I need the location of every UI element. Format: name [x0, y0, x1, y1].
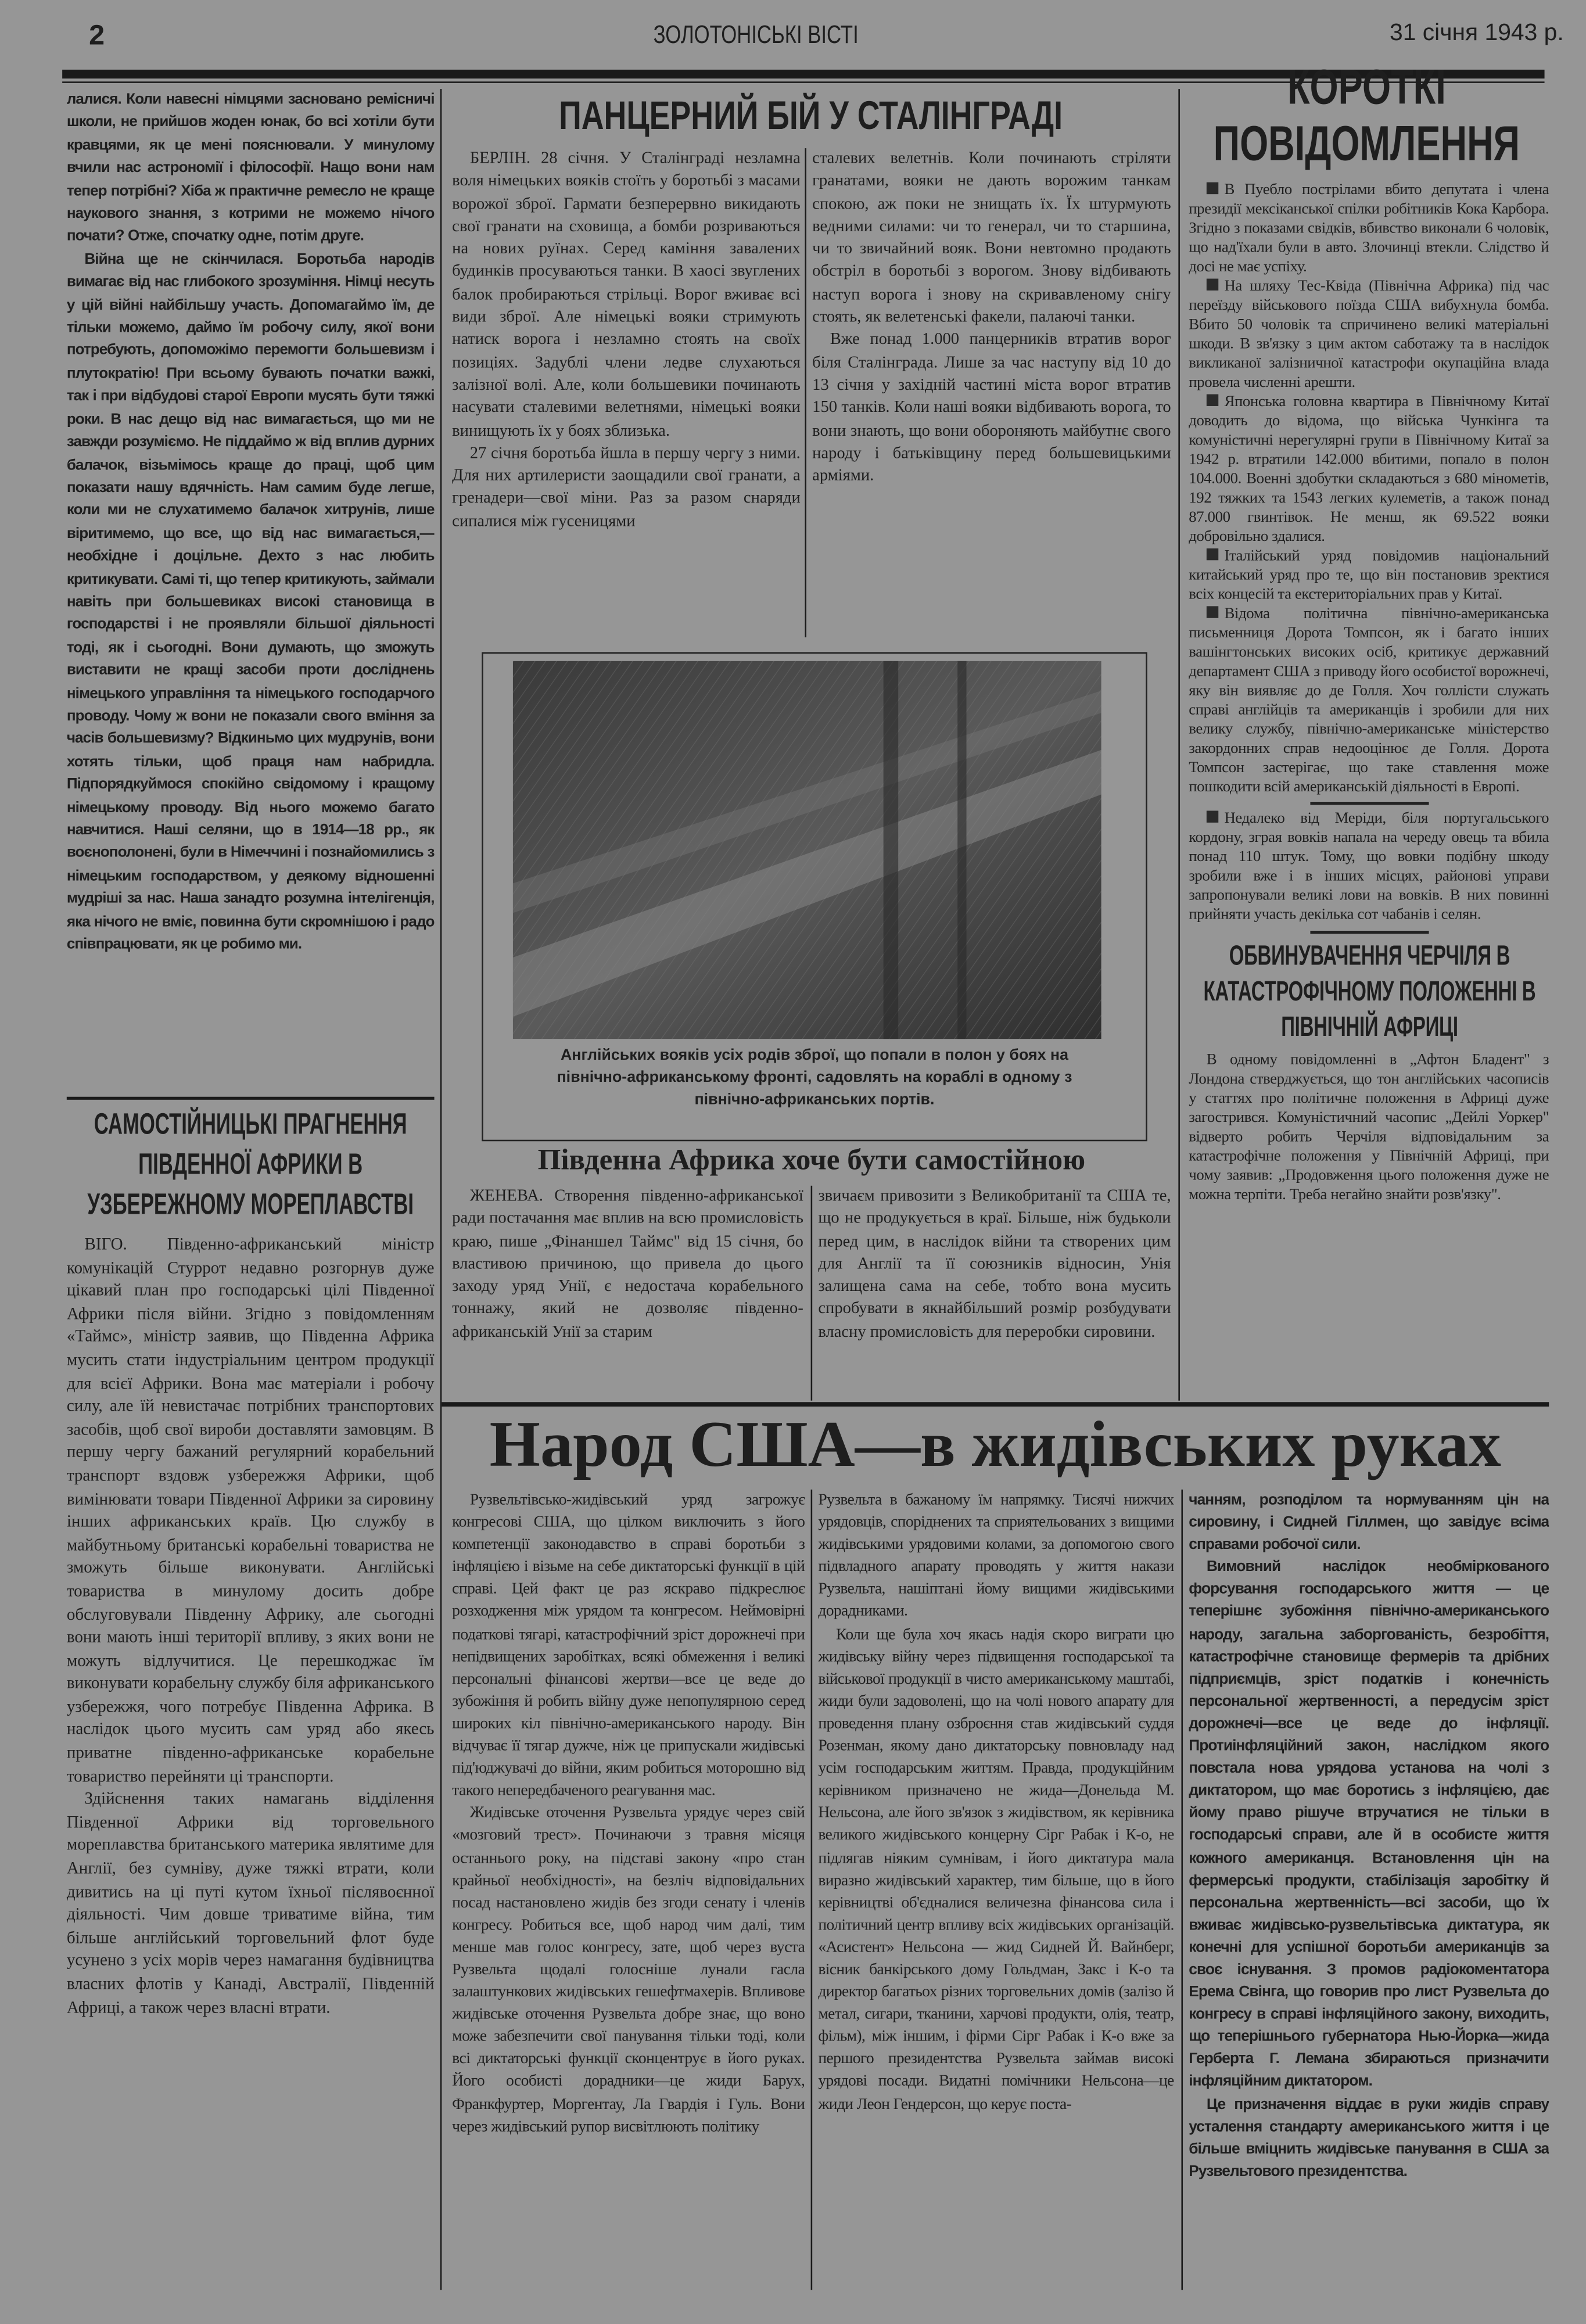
- headline-churchill: ОБВИНУВАЧЕННЯ ЧЕРЧІЛЯ В КАТАСТРОФІЧНОМУ ПОЛОЖЕННІ В ПІВНІЧНІЙ АФРИЦІ: [1203, 940, 1536, 1043]
- paragraph: Здійснення таких намагань відділення Південної Африки від торговельного мореплавства британського материка являтиме для Англії, без сумніву, дуже тяжкі втрати, коли дивитись на ці путі кутом їхньої післявоєнної діяльності. Чим довше триватиме війна, тим більше англійський торговельний флот буде усунено з усіх морів через намагання будівництва власних флотів у Канаді, Австралії, Південній Африці, а також через власні втрати.: [66, 1791, 435, 2017]
- photo-caption: Англійських вояків усіх родів зброї, що попали в полон у боях на північно-африканському фронті, садовлять на кораблі в одному з північно-африканських портів.: [557, 1046, 1072, 1109]
- paragraph: лалися. Коли навесні німцями засновано ремісничі школи, не прийшов жоден юнак, бо всі хотіли бути кравцями, як це мені пояснювали. У минулому вчили нас астрономії і філософії. Нащо вони нам тепер потрібні? Хіба ж практичне ремесло не краще наукового знання, з котрими не можемо нічого почати? Отже, спочатку одне, потім друге.: [66, 92, 435, 246]
- article-churchill: [1189, 1050, 1549, 1204]
- paragraph: Війна ще не скінчилася. Боротьба народів вимагає від нас глибокого зрозуміння. Німці несуть у цій війні найбільшу участь. Допомагаймо їм, де тільки можемо, даймо їм робочу силу, якої вони потребують, допоможімо перемогти большевизм і плутократію! При всьому бувають початки важкі, так і при відбудові старої Европи мусять бути тяжкі роки. В нас дещо від нас вимагається, що ми не завжди розуміємо. Не піддаймо ж від вплив дурних балачок, візьмімось краще до праці, щоб цим показати нашу вдячність. Нам самим буде легше, коли ми не слухатимемо балачок хитрунів, лише віритимемо, що все, що від нас вимагається,— необхідне і доцільне. Дехто з нас любить критикувати. Самі ті, що тепер критикують, займали навіть при большевиках високі становища в господарстві і не проявляли більшої діяльності тоді, як і сьогодні. Вони думають, що зможуть виставити не кращі засоби проти досліднень німецького управління та німецького господарчого проводу. Чому ж вони не показали свого вміння за часів большевизму? Відкиньмо цих мудрунів, вони хотять тільки, щоб праця нам набридла. Підпорядкуймося спокійно свідомому і кращому німецькому проводу. Від нього можемо багато навчитися. Наші селяни, що в 1914—18 рр., як воєнополонені, були в Німеччині і познайомились з німецьким господарством, у деякому відношенні мудріші за нас. Наша занадто розумна інтелігенція, яка нічого не вміє, повинна бути скромнішою і радо співпрацювати, як це робимо ми.: [66, 252, 435, 953]
- paragraph: В одному повідомленні в „Афтон Бладент" з Лондона стверджується, що тон англійських часописів у статтях про політичне положення в Африці дуже загострився. Комуністичний часопис „Дейлі Уоркер" відверто робить Черчіля відповідальним за катастрофічне положення у Північній Африці, при чому заявив: „Продовження цього положення дуже не можна терпіти. Треба негайно знайти розв'язку".: [1189, 1051, 1549, 1203]
- paragraph: Жидівське оточення Рузвельта урядує через свій «мозговий трест». Починаючи з травня місяця останнього року, на підставі закону «про стан крайньої необхідності», на безліч відповідальних посад настановлено жидів без згоди сенату і членів конгресу. Робиться все, щоб народ чим далі, тим менше мав голос конгресу, зате, щоб через вуста Рузвельта щодалі голосніше лунали гасла залаштункових жидівських гешефтмахерів. Впливове жидівське оточення Рузвельта добре знає, що воно може забезпечити свої панування тільки тоді, коли всі диктаторські функції сконцентрує в його руках. Його особисті дорадники—це жиди Барух, Франкфуртер, Моргентау, Ла Гвардія і Гуль. Вони через жидівський рупор висвітлюють політику: [452, 1804, 805, 2136]
- headline-south-africa: Південна Африка хоче бути самостійною: [537, 1144, 1086, 1177]
- headline-stalingrad: ПАНЦЕРНИЙ БІЙ У СТАЛІНГРАДІ: [559, 93, 1063, 138]
- paragraph: Вже понад 1.000 панцерників втратив ворог біля Сталінграда. Лише за час наступу від 10 до 13 січня у західній частині міста ворог втратив 150 танків. Коли наші вояки відбивають ворога, то вони знають, що вони обороняють майбутнє свого народу і батьківщину перед большевицькими арміями.: [812, 331, 1171, 485]
- headline-line: ПОВІДОМЛЕННЯ: [1213, 115, 1520, 171]
- news-text: Недалеко від Меріди, біля португальського кордону, зграя вовків напала на череду овець та вбила понад 110 штук. Тому, що вовки подібну шкоду зробили вже і в інших місцях, районові управи запропонували великі лови на вовків. В них повинні прийняти участь декілька сот чабанів і селян.: [1189, 810, 1549, 923]
- column-divider: [440, 89, 442, 2290]
- news-text: В Пуебло пострілами вбито депутата і члена президії мексіканської спілки робітників Кока Карбора. Згідно з показами свідків, вбивство виконали 6 чоловік, що над'їхали були в авто. Злочинці втекли. Слідство й досі не має успіху.: [1189, 182, 1549, 276]
- section-rule: [67, 1097, 435, 1100]
- paper-title: ЗОЛОТОНІСЬКІ ВІСТІ: [653, 20, 859, 49]
- article-stalingrad-col-b: [812, 148, 1171, 640]
- short-news-list: [1189, 181, 1549, 924]
- column-divider: [805, 148, 806, 637]
- headline-south-africa-shipping: САМОСТІЙНИЦЬКІ ПРАГНЕННЯ ПІВДЕННОЇ АФРИКИ В УЗБЕРЕЖНОМУ МОРЕПЛАВСТВІ: [87, 1109, 414, 1222]
- headline-main-article: Народ США—в жидівських руках: [489, 1408, 1501, 1481]
- photo-frame: [482, 652, 1147, 1141]
- paragraph: Це призначення віддає в руки жидів справу усталення стандарту американського життя і це більше вміцнить жидівське панування в США за Рузвельтового президентства.: [1189, 2096, 1549, 2180]
- paragraph: Рузвельтівсько-жидівський уряд загрожує конгресові США, що цілком виключить з його компетенції законодавство в справі боротьби з інфляцією і візьме на себе диктаторські функції в цій справі. Цей факт це раз яскраво підкреслює розходження між урядом та конгресом. Неймовірні податкові тягарі, катастрофічний зріст дорожнечі при непідвищених заробітках, всякі обмеження і великі персональні фінансові жертви—все це веде до зубожіння й робить війну дуже непопулярною серед широких кіл північно-американського народу. Він відчуває її тягар дужче, ніж це припускали жидівські під'юджувачі до війни, яким робиться моторошно від такого непередбаченого реагування мас.: [452, 1491, 805, 1800]
- square-bullet-icon: [1207, 810, 1218, 822]
- paragraph: чанням, розподілом та нормуванням цін на сировину, і Сидней Гіллмен, що завідує всіма справами робочої сили.: [1189, 1492, 1549, 1554]
- square-bullet-icon: [1207, 606, 1218, 618]
- photo-prisoners-on-ship: [513, 661, 1101, 1039]
- news-item: [1189, 277, 1549, 393]
- main-article-col-3: [1189, 1490, 1549, 2290]
- separator: [1309, 930, 1428, 933]
- article-continuation: [67, 89, 435, 1094]
- main-article-col-1: [452, 1490, 805, 2290]
- news-text: Відома політична північно-американська письменниця Дорота Томпсон, як і багато інших вашінгтонських високих осіб, критикує державний департамент США з приводу його особистої ворожнечі, яку він виявляє до де Голля. Хоч голлісти служать справі англійців та американців і зробили для них велику службу, північно-американське міністерство закордонних справ недооцінює де Голля. Дорота Томпсон застерігає, що таке ставлення може пошкодити всій американській діяльності в Европі.: [1189, 606, 1549, 796]
- paragraph: сталевих велетнів. Коли починають стріляти гранатами, вояки не дають ворожим танкам спокою, аж поки не знищать їх. Їх штурмують ведними силами: чи то генерал, чи то старшина, чи то звичайний вояк. Вони невтомно продають обстріл в боротьбі з ворогом. Знову відбивають наступ ворога і знову на скривавленому снігу стоять, як велетенські факели, палаючі танки.: [812, 149, 1171, 327]
- article-south-africa-col-a: [452, 1186, 803, 1402]
- paragraph: ЖЕНЕВА. Створення південно-африканської ради постачання має вплив на всю промисловість краю, пише „Фінаншел Таймс" від 15 січня, бо властивою причиною, що привела до цього заходу уряд Унії, є недостача корабельного тоннажу, який не дозволяє південно-африканській Унії за старим: [452, 1187, 803, 1342]
- news-text: Італійський уряд повідомив національний китайський уряд про те, що він постановив зректися всіх концесій та екстериторіальних прав у Китаї.: [1189, 548, 1549, 604]
- square-bullet-icon: [1207, 394, 1218, 406]
- main-article-col-2: [818, 1490, 1174, 2290]
- paragraph: звичаєм привозити з Великобританії та США те, що не продукується в краї. Більше, ніж будьколи перед цим, в наслідок війни та створених цим для Англії та її союзників відносин, Унія залищена сама на себе, тобто вона мусить спробувати в якнайбільший розмір розбудувати власну промисловість для переробки сировини.: [818, 1187, 1171, 1342]
- column-divider: [1178, 89, 1180, 1401]
- news-item: [1189, 809, 1549, 924]
- news-item: [1189, 547, 1549, 604]
- column-divider: [811, 1490, 813, 2290]
- article-stalingrad-col-a: [452, 148, 801, 640]
- paragraph: 27 січня боротьба йшла в першу чергу з ними. Для них артилеристи заощадили свої гранати, а гренадери—свої міни. Раз за разом снаряди сипалися між гусеницями: [452, 444, 801, 530]
- article-south-africa-shipping-block: [67, 1106, 435, 2020]
- separator: [1309, 802, 1428, 804]
- paragraph: БЕРЛІН. 28 січня. У Сталінграді незламна воля німецьких вояків стоїть у боротьбі з масами ворожої зброї. Гармати безперервно викидають свої гранати на сховища, а бомби розриваються на нових руїнах. Серед каміння завалених будинків просуваються танки. В хаосі звуглених балок пробираються стрільці. Ворог вживає всі види зброї. Але німецькі вояки стримують натиск ворога і незламно стоять на своїх позиціях. Задублі члени ледве слухаються залізної волі. Але, коли большевики починають насувати сталевими велетнями, німецькі вояки винищують їх у боях зблизька.: [452, 149, 801, 440]
- column-divider: [811, 1186, 813, 1401]
- news-text: Японська головна квартира в Північному Китаї доводить до відома, що війська Чункінга та комуністичні нерегулярні групи в Північному Китаї за 1942 р. втратили 142.000 вбитими, попало в полон 104.000. Военні здобутки складаються з 680 мінометів, 192 тяжких та 1543 легких кулеметів, а також понад 87.000 гвинтівок. Не менш, як 69.522 вояки добровільно здалися.: [1189, 394, 1549, 546]
- article-south-africa-shipping: [67, 1235, 435, 2021]
- news-item: [1189, 605, 1549, 798]
- paragraph: Коли ще була хоч якась надія скоро виграти цю жидівську війну через підвищення господарської та військової продукції в чисто американському маштабі, жиди були задоволені, що на чолі нового апарату для проведення плану озброєння став жидівський суддя Розенман, якому дано диктаторську повновладу над усім господарським життям. Правда, продукційним керівником призначено не жида—Донельда М. Нельсона, але його зв'язок з жидівством, як керівника великого жидівського концерну Сірг Рабак і К-о, не підлягав ніяким сумнівам, і його диктатура мала виразно жидівський характер, тим більше, що в його керівництві об'єдналися величезна фінансова сила і політичний центр впливу всіх жидівських організацій. «Асистент» Нельсона — жид Сидней Й. Вайнберг, вісник банкірського дому Гольдман, Закс і К-о та директор багатьох різних торговельних домів (залізо й метал, сигари, тканини, харчові продукти, олія, театр, фільм), між іншим, і фірми Сірг Рабак і К-о вже за першого президентства Рузвельта займав високі урядові посади. Видатні помічники Нельсона—це жиди Леон Гендерсон, що керує поста-: [818, 1625, 1174, 2113]
- square-bullet-icon: [1207, 182, 1218, 194]
- news-item: [1189, 181, 1549, 277]
- section-rule: [442, 1402, 1549, 1407]
- square-bullet-icon: [1207, 279, 1218, 290]
- page-number: 2: [89, 20, 105, 52]
- issue-date: 31 січня 1943 р.: [1390, 20, 1564, 46]
- paragraph: Вимовний наслідок необміркованого форсування господарського життя — це теперішнє зубожіння північно-американського народу, загальна заборгованість, безробіття, катастрофічне становище фермерів та дрібних підприємців, зріст податків і конечність персональної жертвенності, а передусім зріст дорожнечі—все це веде до інфляції. Протиінфляційний закон, наслідком якого повстала нова урядова установа на чолі з диктатором, що має боротись з інфляцією, дає йому право рішуче втручатися не тільки в господарські справи, але й в особисте життя кожного американця. Встановлення цін на фермерські продукти, стабілізація заробітку й персональна жертвенність—всі засоби, що їх вживає жидівсько-рузвельтівська диктатура, як конечні для успішної боротьби американців за своє існування. З промов радіокоментатора Ерема Свінга, що говорив про лист Рузвельта до конгресу в справі інфляційного закону, виходить, що теперішнього губернатора Нью-Йорка—жида Герберта Г. Лемана збираються призначити інфляційним диктатором.: [1189, 1559, 1549, 2091]
- right-column-flow: [1189, 181, 1549, 1204]
- news-text: На шляху Тес-Квіда (Північна Африка) під час переїзду військового поїзда США вибухнула бомба. Вбито 50 чоловік та спричинено великі матеріальні шкоди. В зв'язку з цим актом саботажу та в наслідок викликаної залізничної катастрофи окупаційна влада провела численні арешти.: [1189, 278, 1549, 392]
- column-divider: [1181, 1490, 1183, 2290]
- headline-short-news: [1189, 59, 1544, 172]
- news-item: [1189, 393, 1549, 547]
- article-south-africa-col-b: [818, 1186, 1171, 1402]
- square-bullet-icon: [1207, 548, 1218, 560]
- paragraph: ВІГО. Південно-африканський міністр комунікацій Стуррот недавно розгорнув дуже цікавий план про господарські цілі Південної Африки після війни. Згідно з повідомленням «Таймс», міністр заявив, що Південна Африка мусить стати індустріальним центром продукції для всієї Африки. Вона має матеріали і робочу силу, але їй невистачає потрібних транспортових засобів, щоб свої вироби доставляти замовцям. В першу чергу бажаний регулярний корабельний транспорт вздовж узбережжя Африки, щоб вимінювати товари Південної Африки за сировину інших африканських країв. Цю службу в майбутньому британські корабельні товариства не зможуть більше виконувати. Англійські товариства в минулому досить добре обслуговували Південну Африку, але сьогодні вони мають інші території впливу, з яких вони не можуть відлучитися. Це перешкоджає їм виконувати корабельну службу біля африканського узбережжя, чого потребує Південна Африка. В наслідок цього мусить сам уряд або якесь приватне південно-африканське корабельне товариство перейняти ці транспорти.: [66, 1236, 435, 1786]
- headline-line: КОРОТКІ: [1287, 59, 1446, 114]
- paragraph: Рузвельта в бажаному їм напрямку. Тисячі нижчих урядовців, споріднених та сприятельованих з вищими жидівськими урядовими колами, за допомогою свого підвладного апарату проводять у життя накази Рузвельта, нашіптані йому вищими жидівськими дорадниками.: [818, 1491, 1174, 1621]
